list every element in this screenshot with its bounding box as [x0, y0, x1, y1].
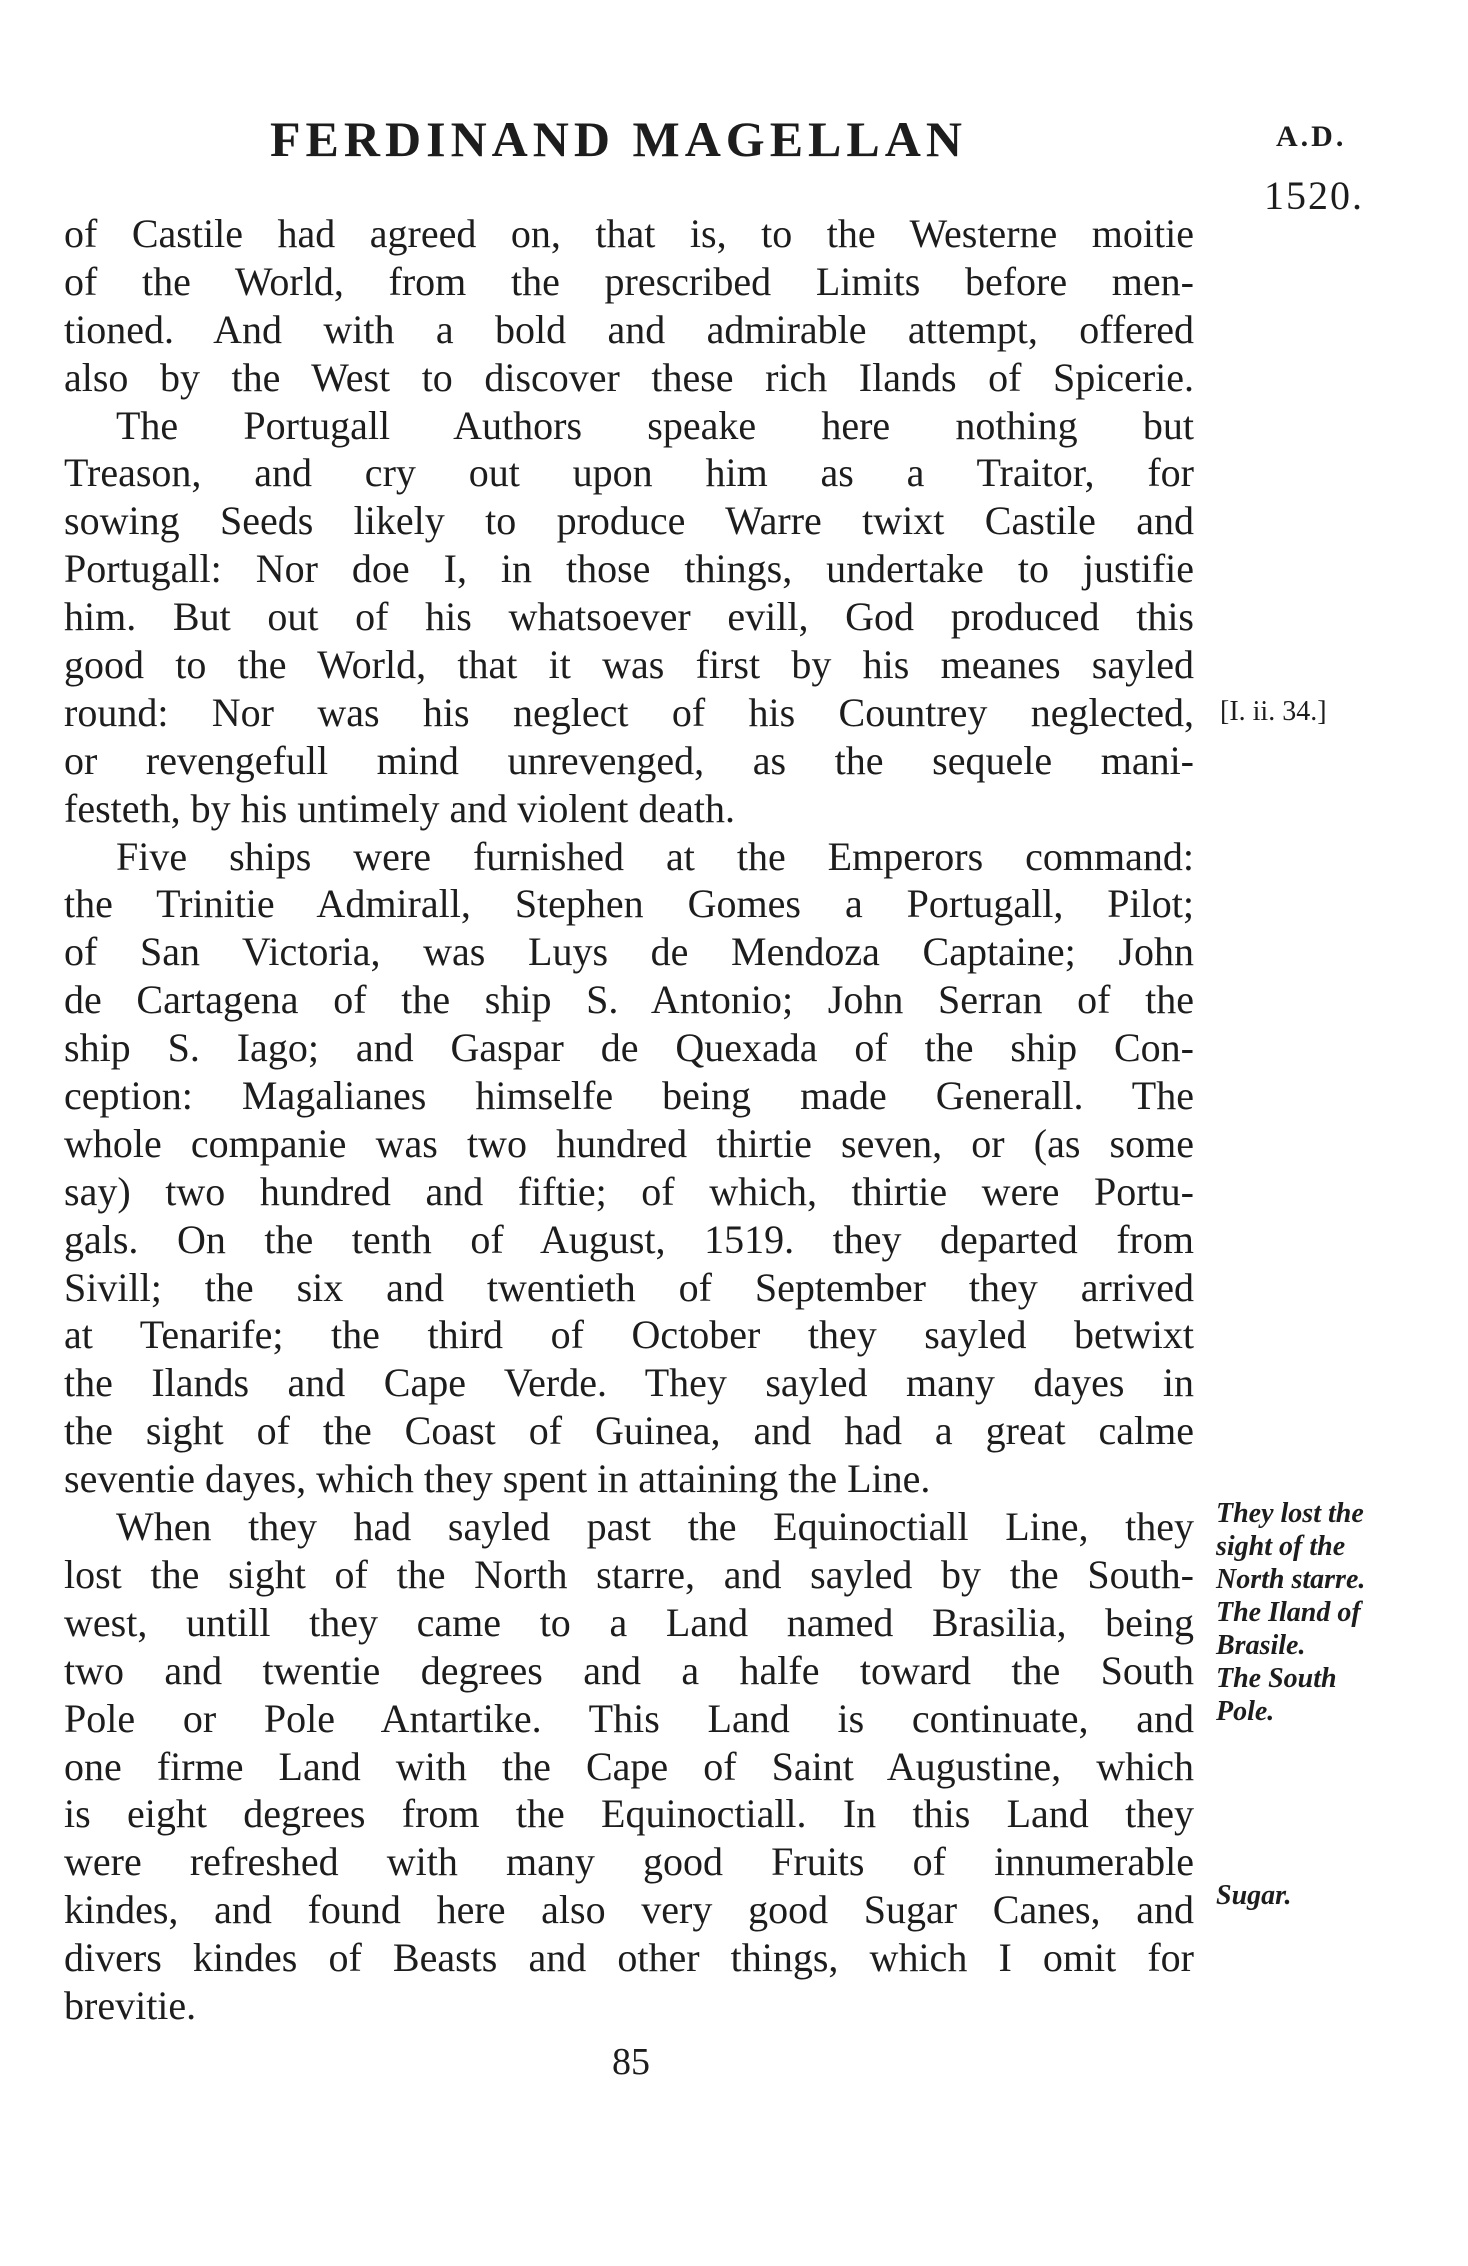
text-line: lost the sight of the North starre, and sayled by the South- [64, 1551, 1194, 1597]
date-year: 1520. [1264, 173, 1364, 218]
side-note-line: sight of the [1216, 1531, 1346, 1562]
side-note-line: The Iland of [1216, 1597, 1361, 1628]
text-line: ship S. Iago; and Gaspar de Quexada of the ship Con- [64, 1025, 1194, 1071]
text-line: round: Nor was his neglect of his Countrey neglected, [64, 689, 1194, 735]
text-line: the Ilands and Cape Verde. They sayled many dayes in [64, 1360, 1194, 1406]
text-line: is eight degrees from the Equinoctiall. In this Land they [64, 1791, 1194, 1837]
body-text [64, 210, 1194, 2030]
page-number: 85 [612, 2041, 650, 2083]
text-line: gals. On the tenth of August, 1519. they departed from [64, 1216, 1194, 1262]
side-note-line: The South [1216, 1663, 1337, 1694]
text-line: the Trinitie Admirall, Stephen Gomes a Portugall, Pilot; [64, 881, 1194, 927]
paragraph-4 [64, 1503, 1194, 2030]
text-line: When they had sayled past the Equinoctiall Line, they [116, 1504, 1194, 1550]
text-line: of the World, from the prescribed Limits before men- [64, 258, 1194, 304]
text-line: Sivill; the six and twentieth of September they arrived [64, 1264, 1194, 1310]
text-line: the sight of the Coast of Guinea, and had a great calme [64, 1408, 1194, 1454]
text-line: of Castile had agreed on, that is, to the Westerne moitie [64, 211, 1194, 256]
side-note-line: North starre. [1216, 1564, 1366, 1595]
side-note-sugar: Sugar. [1216, 1880, 1292, 1911]
side-note-line: Brasile. [1216, 1630, 1306, 1661]
running-title: FERDINAND MAGELLAN [270, 111, 967, 167]
text-line: whole companie was two hundred thirtie seven, or (as some [64, 1120, 1194, 1166]
text-line: good to the World, that it was first by his meanes sayled [64, 642, 1194, 688]
text-line: seventie dayes, which they spent in attaining the Line. [64, 1456, 931, 1502]
paragraph-3 [64, 833, 1194, 1503]
paragraph-2 [64, 402, 1194, 833]
text-line: kindes, and found here also very good Sugar Canes, and [64, 1887, 1194, 1933]
paragraph-1 [64, 210, 1194, 402]
text-line: were refreshed with many good Fruits of innumerable [64, 1839, 1194, 1885]
text-line: him. But out of his whatsoever evill, God produced this [64, 594, 1194, 640]
text-line: de Cartagena of the ship S. Antonio; John Serran of the [64, 977, 1194, 1023]
text-line: say) two hundred and fiftie; of which, thirtie were Portu- [64, 1168, 1194, 1214]
text-line: brevitie. [64, 1982, 197, 2028]
date-label: A.D. [1276, 120, 1347, 153]
text-line: festeth, by his untimely and violent death. [64, 785, 735, 831]
text-line: Five ships were furnished at the Emperors command: [116, 833, 1194, 879]
text-line: Treason, and cry out upon him as a Traitor, for [64, 450, 1194, 496]
text-line: one firme Land with the Cape of Saint Augustine, which [64, 1743, 1194, 1789]
margin-reference: [I. ii. 34.] [1220, 696, 1327, 727]
text-line: sowing Seeds likely to produce Warre twixt Castile and [64, 498, 1194, 544]
text-line: west, untill they came to a Land named Brasilia, being [64, 1599, 1194, 1645]
side-note-brasile [1216, 1497, 1365, 1728]
text-line: at Tenarife; the third of October they sayled betwixt [64, 1312, 1194, 1358]
text-line: Pole or Pole Antartike. This Land is continuate, and [64, 1695, 1194, 1741]
text-line: The Portugall Authors speake here nothing but [116, 402, 1194, 448]
text-line: tioned. And with a bold and admirable attempt, offered [64, 306, 1194, 352]
text-line: or revengefull mind unrevenged, as the sequele mani- [64, 737, 1194, 783]
text-line: of San Victoria, was Luys de Mendoza Captaine; John [64, 929, 1194, 975]
text-line: divers kindes of Beasts and other things, which I omit for [64, 1935, 1194, 1981]
text-line: ception: Magalianes himselfe being made Generall. The [64, 1073, 1194, 1119]
side-note-line: They lost the [1216, 1498, 1364, 1529]
text-line: also by the West to discover these rich Ilands of Spicerie. [64, 354, 1194, 400]
text-line: Portugall: Nor doe I, in those things, undertake to justifie [64, 546, 1194, 592]
side-note-line: Pole. [1216, 1696, 1275, 1727]
text-line: two and twentie degrees and a halfe toward the South [64, 1647, 1194, 1693]
